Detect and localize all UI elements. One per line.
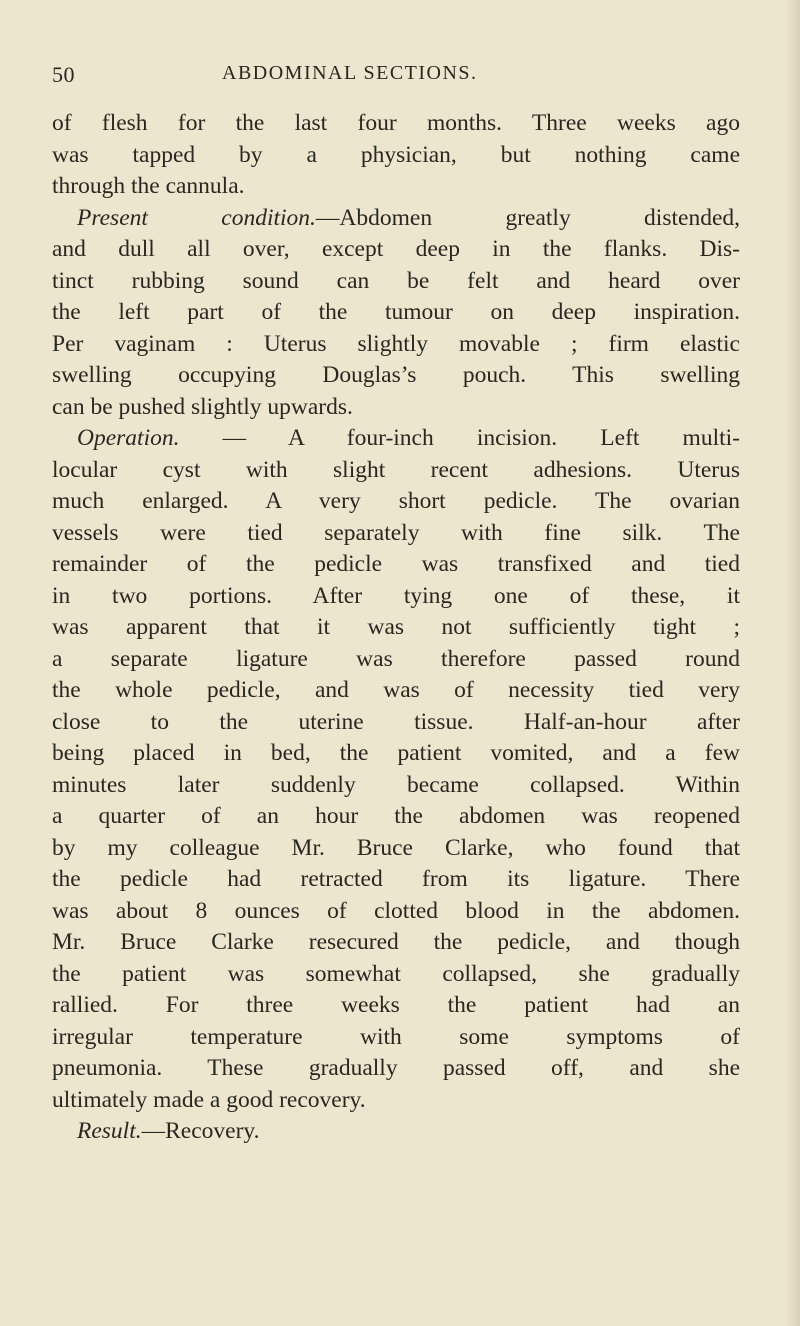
- text-line: vessels were tied separately with fine silk. The: [52, 519, 740, 546]
- text-line: remainder of the pedicle was transfixed and tied: [52, 551, 740, 577]
- text-line: being placed in bed, the patient vomited, and a few: [52, 740, 740, 766]
- text-line: a separate ligature was therefore passed round: [52, 645, 740, 672]
- text-line: was tapped by a physician, but nothing came: [52, 141, 740, 168]
- text-line: minutes later suddenly became collapsed. Within: [52, 771, 740, 798]
- text-line: locular cyst with slight recent adhesions. Uterus: [52, 456, 740, 483]
- text-line: ultimately made a good recovery.: [52, 1086, 366, 1113]
- text-line: [52, 1116, 740, 1148]
- text-span: —Recovery.: [141, 1118, 260, 1144]
- text-span: — A four-inch incision. Left multi-: [179, 425, 740, 451]
- section-heading: Present condition.: [77, 204, 316, 231]
- section-heading: Operation.: [77, 425, 180, 451]
- text-line: Mr. Bruce Clarke resecured the pedicle, and though: [52, 929, 740, 955]
- text-line: [52, 203, 740, 235]
- text-line: rallied. For three weeks the patient had an: [52, 992, 740, 1018]
- text-line: irregular temperature with some symptoms of: [52, 1023, 740, 1050]
- text-line: close to the uterine tissue. Half-an-hour after: [52, 708, 740, 735]
- body-text: [52, 108, 740, 1148]
- section-heading: Result.: [77, 1118, 142, 1144]
- text-line: and dull all over, except deep in the flanks. Dis-: [52, 236, 740, 262]
- text-line: in two portions. After tying one of these, it: [52, 582, 740, 609]
- text-line: the whole pedicle, and was of necessity tied very: [52, 677, 740, 703]
- page-header: [52, 62, 732, 92]
- page-edge-shadow: [786, 0, 800, 1326]
- text-line: of flesh for the last four months. Three weeks ago: [52, 110, 740, 136]
- text-line: the patient was somewhat collapsed, she gradually: [52, 960, 740, 987]
- text-line: tinct rubbing sound can be felt and heard over: [52, 267, 740, 294]
- text-line: Per vaginam : Uterus slightly movable ; firm elastic: [52, 330, 740, 357]
- text-line: [52, 423, 740, 455]
- text-line: by my colleague Mr. Bruce Clarke, who found that: [52, 834, 740, 861]
- page-number: 50: [52, 62, 75, 87]
- text-line: the left part of the tumour on deep inspiration.: [52, 299, 740, 325]
- text-line: can be pushed slightly upwards.: [52, 393, 353, 420]
- text-line: a quarter of an hour the abdomen was reopened: [52, 803, 740, 829]
- running-head: ABDOMINAL SECTIONS.: [222, 62, 478, 84]
- text-line: the pedicle had retracted from its ligature. There: [52, 866, 740, 892]
- text-line: was about 8 ounces of clotted blood in the abdomen.: [52, 897, 740, 924]
- text-line: pneumonia. These gradually passed off, and she: [52, 1055, 740, 1081]
- text-line: was apparent that it was not sufficiently tight ;: [52, 614, 740, 640]
- text-span: —Abdomen greatly distended,: [315, 204, 740, 231]
- text-line: much enlarged. A very short pedicle. The ovarian: [52, 488, 740, 514]
- text-line: swelling occupying Douglas’s pouch. This swelling: [52, 362, 740, 388]
- text-line: through the cannula.: [52, 173, 245, 199]
